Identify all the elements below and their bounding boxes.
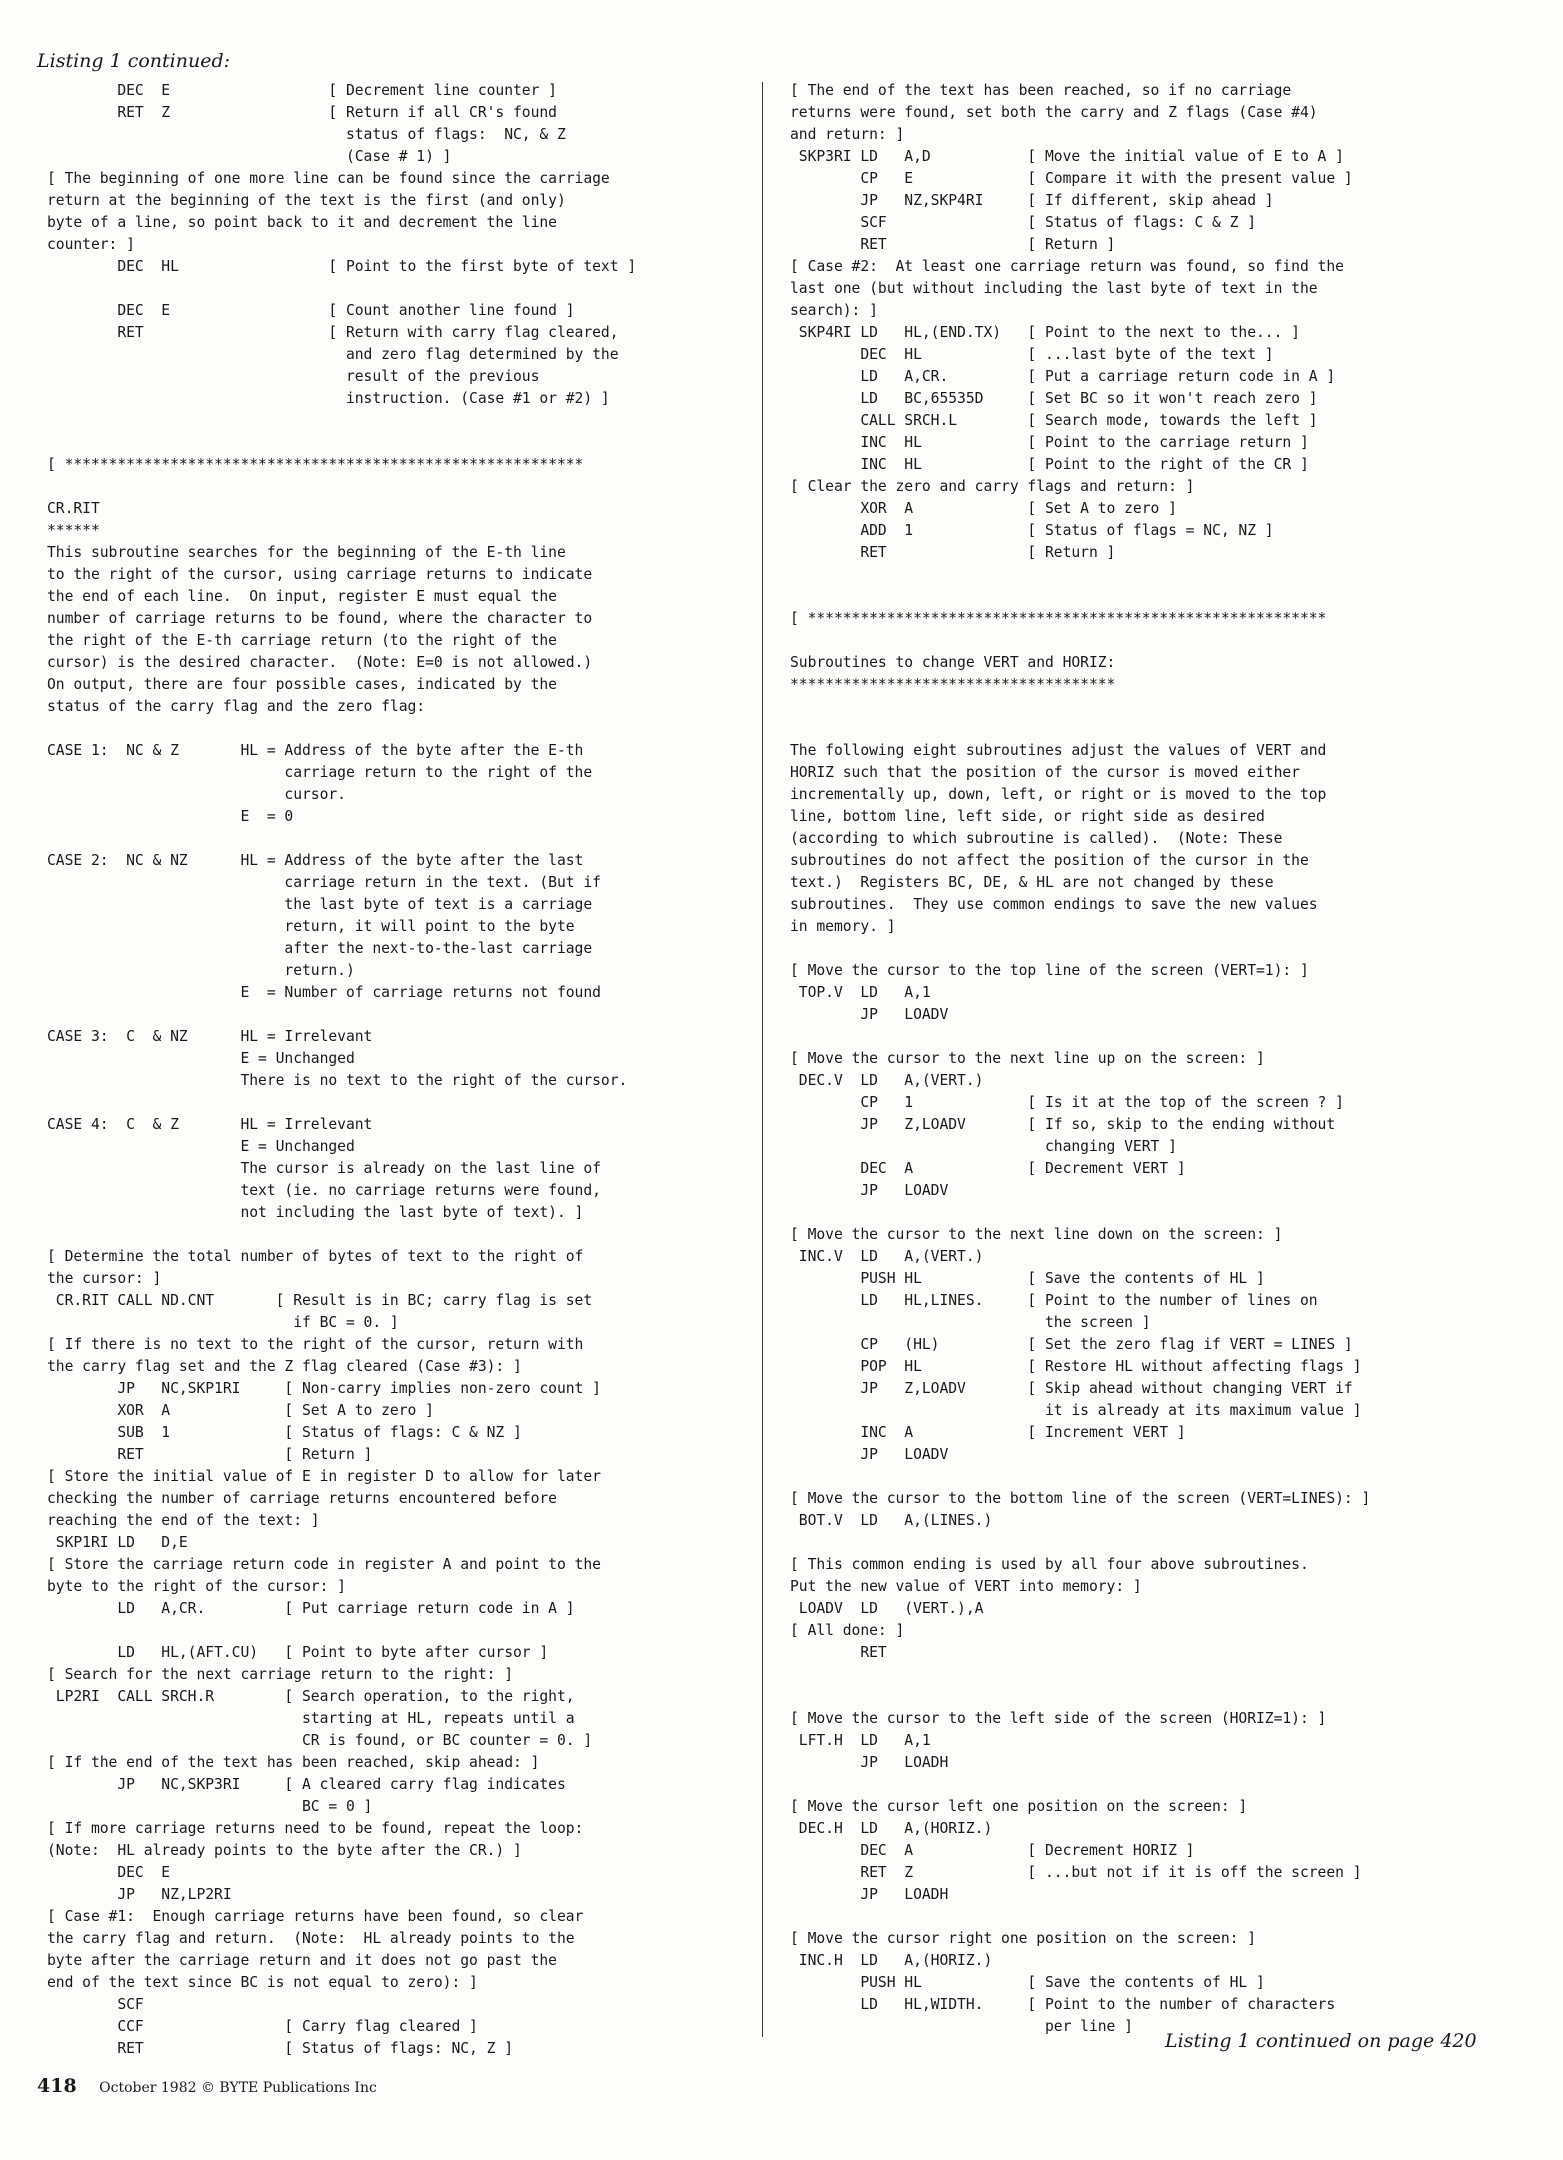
publication-info: October 1982 © BYTE Publications Inc (99, 2080, 377, 2096)
column-divider (762, 82, 763, 2037)
page-number: 418 (37, 2075, 77, 2097)
page-footer (37, 2075, 377, 2097)
listing-right-column: [ The end of the text has been reached, so if no carriage returns were found, set both the carry and Z flags (Case #4) and return: ] SKP3RI LD A,D [ Move the initial value of E to A ] CP E [ Compare it with the present value ] JP NZ,SKP4RI [ If different, skip ahead ] SCF [ Status of flags: C & Z ] RET [ Return ] [ Case #2: At least one carriage return was found, so find the last one (but without including the last byte of text in the search): ] SKP4RI LD HL,(END.TX) [ Point to the next to the... ] DEC HL [ ...last byte of the text ] LD A,CR. [ Put a carriage return code in A ] LD BC,65535D [ Set BC so it won't reach zero ] CALL SRCH.L [ Search mode, towards the left ] INC HL [ Point to the carriage return ] INC HL [ Point to the right of the CR ] [ Clear the zero and carry flags and return: ] XOR A [ Set A to zero ] ADD 1 [ Status of flags = NC, NZ ] RET [ Return ] [ *********************************************************** Subroutines to change VERT and HORIZ: ************************************* The following eight subroutines adjust the values of VERT and HORIZ such that the position of the cursor is moved either incrementally up, down, left, or right or is moved to the top line, bottom line, left side, or right side as desired (according to which subroutine is called). (Note: These subroutines do not affect the position of the cursor in the text.) Registers BC, DE, & HL are not changed by these subroutines. They use common endings to save the new values in memory. ] [ Move the cursor to the top line of the screen (VERT=1): ] TOP.V LD A,1 JP LOADV [ Move the cursor to the next line up on the screen: ] DEC.V LD A,(VERT.) CP 1 [ Is it at the top of the screen ? ] JP Z,LOADV [ If so, skip to the ending without changing VERT ] DEC A [ Decrement VERT ] JP LOADV [ Move the cursor to the next line down on the screen: ] INC.V LD A,(VERT.) PUSH HL [ Save the contents of HL ] LD HL,LINES. [ Point to the number of lines on the screen ] CP (HL) [ Set the zero flag if VERT = LINES ] POP HL [ Restore HL without affecting flags ] JP Z,LOADV [ Skip ahead without changing VERT if it is already at its maximum value ] INC A [ Increment VERT ] JP LOADV [ Move the cursor to the bottom line of the screen (VERT=LINES): ] BOT.V LD A,(LINES.) [ This common ending is used by all four above subroutines. Put the new value of VERT into memory: ] LOADV LD (VERT.),A [ All done: ] RET [ Move the cursor to the left side of the screen (HORIZ=1): ] LFT.H LD A,1 JP LOADH [ Move the cursor left one position on the screen: ] DEC.H LD A,(HORIZ.) DEC A [ Decrement HORIZ ] RET Z [ ...but not if it is off the screen ] JP LOADH [ Move the cursor right one position on the screen: ] INC.H LD A,(HORIZ.) PUSH HL [ Save the contents of HL ] LD HL,WIDTH. [ Point to the number of characters per line ] (790, 82, 1371, 2035)
listing-left-column: DEC E [ Decrement line counter ] RET Z [ Return if all CR's found status of flags: NC, & Z (Case # 1) ] [ The beginning of one more line can be found since the carriage return at the beginning of the text is the first (and only) byte of a line, so point back to it and decrement the line counter: ] DEC HL [ Point to the first byte of text ] DEC E [ Count another line found ] RET [ Return with carry flag cleared, and zero flag determined by the result of the previous instruction. (Case #1 or #2) ] [ *********************************************************** CR.RIT ****** This subroutine searches for the beginning of the E-th line to the right of the cursor, using carriage returns to indicate the end of each line. On input, register E must equal the number of carriage returns to be found, where the character to the right of the E-th carriage return (to the right of the cursor) is the desired character. (Note: E=0 is not allowed.) On output, there are four possible cases, indicated by the status of the carry flag and the zero flag: CASE 1: NC & Z HL = Address of the byte after the E-th carriage return to the right of the cursor. E = 0 CASE 2: NC & NZ HL = Address of the byte after the last carriage return in the text. (But if the last byte of text is a carriage return, it will point to the byte after the next-to-the-last carriage return.) E = Number of carriage returns not found CASE 3: C & NZ HL = Irrelevant E = Unchanged There is no text to the right of the cursor. CASE 4: C & Z HL = Irrelevant E = Unchanged The cursor is already on the last line of text (ie. no carriage returns were found, not including the last byte of text). ] [ Determine the total number of bytes of text to the right of the cursor: ] CR.RIT CALL ND.CNT [ Result is in BC; carry flag is set if BC = 0. ] [ If there is no text to the right of the cursor, return with the carry flag set and the Z flag cleared (Case #3): ] JP NC,SKP1RI [ Non-carry implies non-zero count ] XOR A [ Set A to zero ] SUB 1 [ Status of flags: C & NZ ] RET [ Return ] [ Store the initial value of E in register D to allow for later checking the number of carriage returns encountered before reaching the end of the text: ] SKP1RI LD D,E [ Store the carriage return code in register A and point to the byte to the right of the cursor: ] LD A,CR. [ Put carriage return code in A ] LD HL,(AFT.CU) [ Point to byte after cursor ] [ Search for the next carriage return to the right: ] LP2RI CALL SRCH.R [ Search operation, to the right, starting at HL, repeats until a CR is found, or BC counter = 0. ] [ If the end of the text has been reached, skip ahead: ] JP NC,SKP3RI [ A cleared carry flag indicates BC = 0 ] [ If more carriage returns need to be found, repeat the loop: (Note: HL already points to the byte after the CR.) ] DEC E JP NZ,LP2RI [ Case #1: Enough carriage returns have been found, so clear the carry flag and return. (Note: HL already points to the byte after the carriage return and it does not go past the end of the text since BC is not equal to zero): ] SCF CCF [ Carry flag cleared ] RET [ Status of flags: NC, Z ] (47, 82, 637, 2057)
continued-on-note: Listing 1 continued on page 420 (1165, 2030, 1477, 2052)
listing-continued-header: Listing 1 continued: (37, 50, 231, 72)
